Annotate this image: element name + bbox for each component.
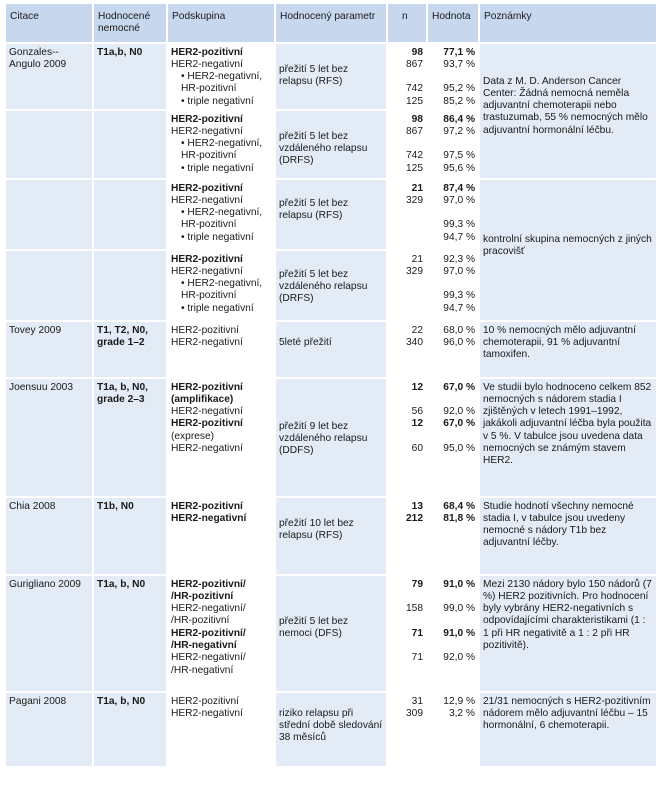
value: 94,7 %	[443, 302, 475, 314]
subgroup: HER2-negativní	[171, 406, 243, 418]
table-row	[6, 496, 656, 574]
note-cell	[480, 377, 656, 496]
value-cell	[428, 320, 478, 377]
n-value: 21	[411, 253, 423, 265]
value: 97,5 %	[443, 150, 475, 162]
patients: T1a, b, N0	[97, 578, 146, 590]
table-row	[6, 377, 656, 496]
parameter: přežití 5 let bez vzdáleného relapsu (DRFS)	[279, 268, 368, 305]
subgroup: /HR-pozitivní	[171, 590, 234, 602]
subgroup: HER2-pozitivní	[171, 253, 243, 265]
parameter: 5leté přežití	[279, 336, 332, 348]
value-cell	[428, 42, 478, 109]
value: 99,3 %	[443, 290, 475, 302]
subgroup-cell	[168, 691, 274, 766]
value-cell	[428, 109, 478, 178]
subgroup: HER2-negativní	[171, 194, 243, 206]
subgroup: HER2-pozitivní/	[171, 578, 246, 590]
value: 3,2 %	[448, 707, 475, 719]
subgroup: /HR-pozitivní	[171, 615, 230, 627]
value: 94,7 %	[443, 231, 475, 243]
n-value: 98	[411, 113, 423, 125]
value-cell	[428, 249, 478, 320]
n-value: 125	[406, 95, 423, 107]
value: 99,3 %	[443, 219, 475, 231]
n-value: 340	[406, 336, 423, 348]
subgroup: HER2-negativní/	[171, 603, 246, 615]
note: kontrolní skupina nemocných z jiných pracovišť	[483, 233, 652, 257]
n-value: 79	[411, 578, 423, 590]
citation: Joensuu 2003	[9, 381, 74, 393]
citation: Tovey 2009	[9, 324, 62, 336]
value: 68,0 %	[443, 324, 475, 336]
subgroup: (amplifikace)	[171, 393, 234, 405]
subgroup: HER2-pozitivní/	[171, 627, 246, 639]
value: 85,2 %	[443, 95, 475, 107]
citation-cell	[6, 42, 92, 109]
table-row	[6, 178, 656, 249]
patients: T1a, b, N0, grade 2–3	[97, 381, 148, 405]
subgroup-cell	[168, 320, 274, 377]
subgroup: HER2-negativní	[171, 443, 243, 455]
value: 97,2 %	[443, 125, 475, 137]
value: 67,0 %	[443, 418, 475, 430]
subgroup: • triple negativní	[181, 162, 254, 174]
n-value: 158	[406, 603, 423, 615]
value: 99,0 %	[443, 603, 475, 615]
parameter-cell	[276, 249, 386, 320]
note-cell	[480, 178, 656, 320]
value: 92,0 %	[443, 652, 475, 664]
subgroup: • triple negativní	[181, 95, 254, 107]
parameter: přežití 5 let bez nemoci (DFS)	[279, 615, 349, 639]
results-table	[4, 4, 658, 766]
parameter: přežití 9 let bez vzdáleného relapsu (DDFS)	[279, 420, 368, 457]
value-cell	[428, 178, 478, 249]
value: 95,0 %	[443, 443, 475, 455]
value: 95,6 %	[443, 162, 475, 174]
value-cell	[428, 691, 478, 766]
subgroup-cell	[168, 496, 274, 574]
subgroup: HER2-negativní	[171, 125, 243, 137]
parameter-cell	[276, 178, 386, 249]
note-cell	[480, 691, 656, 766]
note-cell	[480, 496, 656, 574]
subgroup: HER2-negativní	[171, 707, 243, 719]
n-value: 329	[406, 265, 423, 277]
subgroup: HER2-pozitivní	[171, 46, 243, 58]
table-row	[6, 42, 656, 109]
value-cell	[428, 574, 478, 691]
header-hodnoceny-parametr: Hodnocený parametr	[276, 4, 386, 42]
parameter-cell	[276, 320, 386, 377]
note-cell	[480, 42, 656, 178]
subgroup: HER2-pozitivní	[171, 500, 243, 512]
value: 97,0 %	[443, 194, 475, 206]
note-cell	[480, 574, 656, 691]
header-n: n	[388, 4, 426, 42]
parameter-cell	[276, 42, 386, 109]
patients-cell	[94, 320, 166, 377]
n-cell	[388, 249, 426, 320]
value-cell	[428, 496, 478, 574]
note-cell	[480, 320, 656, 377]
parameter: přežití 5 let bez relapsu (RFS)	[279, 197, 349, 221]
n-cell	[388, 42, 426, 109]
table-header-row	[6, 4, 656, 42]
n-value: 71	[411, 627, 423, 639]
n-value: 98	[411, 46, 423, 58]
subgroup: HER2-negativní	[171, 512, 247, 524]
n-value: 12	[411, 418, 423, 430]
citation-cell	[6, 691, 92, 766]
parameter: přežití 5 let bez vzdáleného relapsu (DRFS)	[279, 130, 368, 167]
parameter-cell	[276, 574, 386, 691]
subgroup-cell	[168, 109, 274, 178]
subgroup: HR-pozitivní	[181, 290, 237, 302]
patients: T1b, N0	[97, 500, 134, 512]
parameter-cell	[276, 109, 386, 178]
header-podskupina: Podskupina	[168, 4, 274, 42]
n-cell	[388, 320, 426, 377]
patients-cell	[94, 42, 166, 109]
note: Studie hodnotí všechny nemocné stadia I, v tabulce jsou uvedeny nemocné s nádory T1b bez adjuvantní léčby.	[483, 500, 634, 549]
n-value: 12	[411, 381, 423, 393]
table-row	[6, 691, 656, 766]
subgroup-cell	[168, 377, 274, 496]
value: 68,4 %	[443, 500, 475, 512]
n-value: 13	[411, 500, 423, 512]
n-cell	[388, 178, 426, 249]
subgroup: /HR-negativní	[171, 640, 237, 652]
subgroup: • triple negativní	[181, 231, 254, 243]
subgroup: • HER2-negativní,	[181, 207, 263, 219]
subgroup-cell	[168, 178, 274, 249]
parameter: přežití 10 let bez relapsu (RFS)	[279, 517, 354, 541]
citation-cell	[6, 574, 92, 691]
parameter: riziko relapsu při střední době sledování 38 měsíců	[279, 707, 383, 744]
header-poznamky: Poznámky	[480, 4, 656, 42]
patients-cell	[94, 496, 166, 574]
value: 92,0 %	[443, 406, 475, 418]
subgroup-cell	[168, 574, 274, 691]
subgroup: HER2-negativní	[171, 265, 243, 277]
n-cell	[388, 691, 426, 766]
parameter: přežití 5 let bez relapsu (RFS)	[279, 63, 349, 87]
results-table-document	[4, 4, 656, 766]
value: 91,0 %	[443, 578, 475, 590]
n-value: 329	[406, 194, 423, 206]
n-value: 22	[411, 324, 423, 336]
subgroup: HER2-negativní	[171, 58, 243, 70]
n-cell	[388, 109, 426, 178]
table-row	[6, 320, 656, 377]
citation-cell	[6, 320, 92, 377]
citation: Gonzales--Angulo 2009	[9, 46, 67, 70]
subgroup: HER2-pozitivní	[171, 182, 243, 194]
n-value: 742	[406, 83, 423, 95]
n-value: 21	[411, 182, 423, 194]
value: 81,8 %	[443, 512, 475, 524]
value-cell	[428, 377, 478, 496]
note: Ve studii bylo hodnoceno celkem 852 nemocných s nádorem stadia I zjištěných v letech 1991–1992, jakákoli adjuvantní léčba byla použita v 5 %. V tabulce jsou uvedena data nemocných se známým stavem HER2.	[483, 381, 652, 467]
parameter-cell	[276, 377, 386, 496]
citation-cell	[6, 377, 92, 496]
value: 87,4 %	[443, 182, 475, 194]
n-value: 212	[406, 512, 423, 524]
parameter-cell	[276, 691, 386, 766]
subgroup-cell	[168, 249, 274, 320]
note: 21/31 nemocných s HER2-pozitivním nádorem mělo adjuvantní léčbu – 15 hormonální, 6 chemoterapii.	[483, 695, 651, 732]
subgroup: HER2-pozitivní	[171, 324, 239, 336]
citation: Gurigliano 2009	[9, 578, 81, 590]
n-value: 742	[406, 150, 423, 162]
value: 86,4 %	[443, 113, 475, 125]
n-cell	[388, 496, 426, 574]
header-citace: Citace	[6, 4, 92, 42]
n-value: 125	[406, 162, 423, 174]
subgroup: HER2-pozitivní	[171, 695, 239, 707]
note: Mezi 2130 nádory bylo 150 nádorů (7 %) HER2 pozitivních. Pro hodnocení byly vybrány HER2-negativních s odpovídajícími charakteristikami (1 : 1 při HR negativitě a 1 : 2 při HR pozitivitě).	[483, 578, 652, 652]
value: 93,7 %	[443, 58, 475, 70]
subgroup: • triple negativní	[181, 302, 254, 314]
subgroup: HER2-negativní	[171, 336, 243, 348]
header-hodnocene-nemocne: Hodnocené nemocné	[94, 4, 166, 42]
subgroup: HR-pozitivní	[181, 150, 237, 162]
n-value: 867	[406, 58, 423, 70]
n-value: 71	[411, 652, 423, 664]
patients: T1a,b, N0	[97, 46, 143, 58]
subgroup: /HR-negativní	[171, 664, 234, 676]
n-value: 60	[411, 443, 423, 455]
citation: Chia 2008	[9, 500, 56, 512]
n-value: 867	[406, 125, 423, 137]
citation-cell	[6, 496, 92, 574]
value: 96,0 %	[443, 336, 475, 348]
patients-cell	[94, 574, 166, 691]
subgroup: • HER2-negativní,	[181, 138, 263, 150]
subgroup: HER2-negativní/	[171, 652, 246, 664]
subgroup-cell	[168, 42, 274, 109]
patients: T1, T2, N0, grade 1–2	[97, 324, 148, 348]
citation: Pagani 2008	[9, 695, 67, 707]
patients-cell	[94, 377, 166, 496]
value: 12,9 %	[443, 695, 475, 707]
subgroup: HER2-pozitivní	[171, 381, 243, 393]
subgroup: HR-pozitivní	[181, 219, 237, 231]
note: 10 % nemocných mělo adjuvantní chemoterapii, 91 % adjuvantní tamoxifen.	[483, 324, 636, 361]
subgroup: HER2-pozitivní	[171, 418, 243, 430]
note: Data z M. D. Anderson Cancer Center: Žádná nemocná neměla adjuvantní chemoterapii nebo trastuzumab, 55 % nemocných mělo adjuvantní hormonální léčbu.	[483, 75, 648, 136]
value: 91,0 %	[443, 627, 475, 639]
subgroup: • HER2-negativní,	[181, 71, 263, 83]
subgroup: • HER2-negativní,	[181, 278, 263, 290]
parameter-cell	[276, 496, 386, 574]
patients: T1a, b, N0	[97, 695, 146, 707]
n-value: 56	[411, 406, 423, 418]
value: 77,1 %	[443, 46, 475, 58]
value: 67,0 %	[443, 381, 475, 393]
table-row	[6, 574, 656, 691]
subgroup: (exprese)	[171, 430, 215, 442]
subgroup: HR-pozitivní	[181, 83, 237, 95]
value: 95,2 %	[443, 83, 475, 95]
n-cell	[388, 377, 426, 496]
value: 97,0 %	[443, 265, 475, 277]
n-value: 309	[406, 707, 423, 719]
header-hodnota: Hodnota	[428, 4, 478, 42]
value: 92,3 %	[443, 253, 475, 265]
n-cell	[388, 574, 426, 691]
patients-cell	[94, 691, 166, 766]
subgroup: HER2-pozitivní	[171, 113, 243, 125]
n-value: 31	[411, 695, 423, 707]
